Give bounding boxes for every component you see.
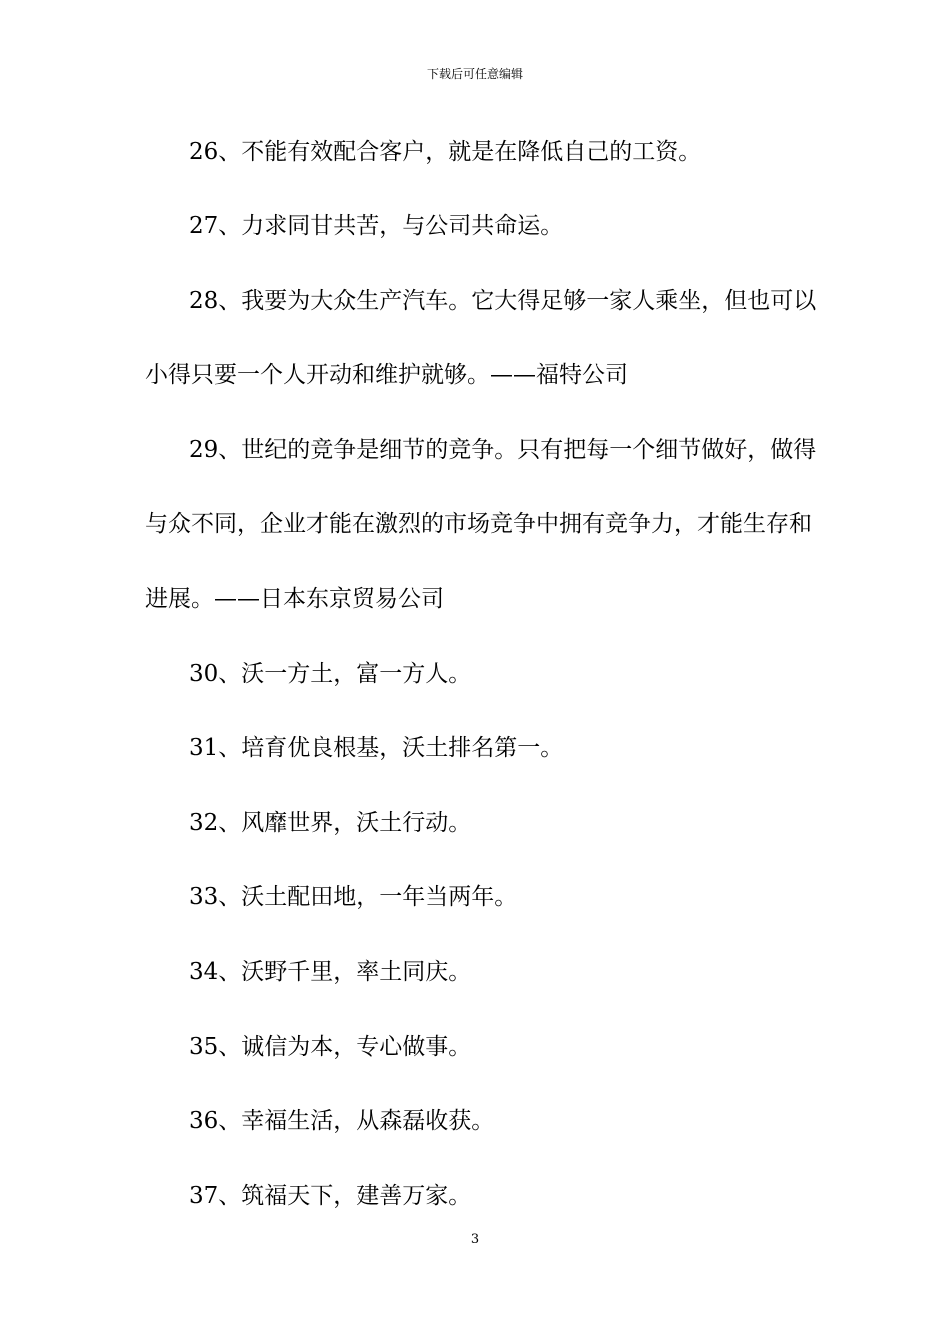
list-item: 31、培育优良根基，沃土排名第一。 [189,735,564,761]
list-item-continuation: 小得只要一个人开动和维护就够。——福特公司 [145,362,628,388]
list-item-continuation: 进展。——日本东京贸易公司 [145,586,444,612]
list-item: 26、不能有效配合客户，就是在降低自己的工资。 [189,139,702,165]
list-item: 29、世纪的竞争是细节的竞争。只有把每一个细节做好，做得 [189,437,817,463]
page-header: 下载后可任意编辑 [426,67,523,81]
list-item: 33、沃土配田地，一年当两年。 [189,884,518,910]
list-item: 27、力求同甘共苦，与公司共命运。 [189,213,564,239]
list-item: 36、幸福生活，从森磊收获。 [189,1108,495,1134]
list-item: 37、筑福天下，建善万家。 [189,1183,472,1209]
list-item: 34、沃野千里，率土同庆。 [189,959,472,985]
list-item-continuation: 与众不同，企业才能在激烈的市场竞争中拥有竞争力，才能生存和 [145,511,812,537]
list-item: 35、诚信为本，专心做事。 [189,1034,472,1060]
list-item: 30、沃一方土，富一方人。 [189,661,472,687]
page-number: 3 [470,1232,480,1247]
list-item: 32、风靡世界，沃土行动。 [189,810,472,836]
list-item: 28、我要为大众生产汽车。它大得足够一家人乘坐，但也可以 [189,288,817,314]
